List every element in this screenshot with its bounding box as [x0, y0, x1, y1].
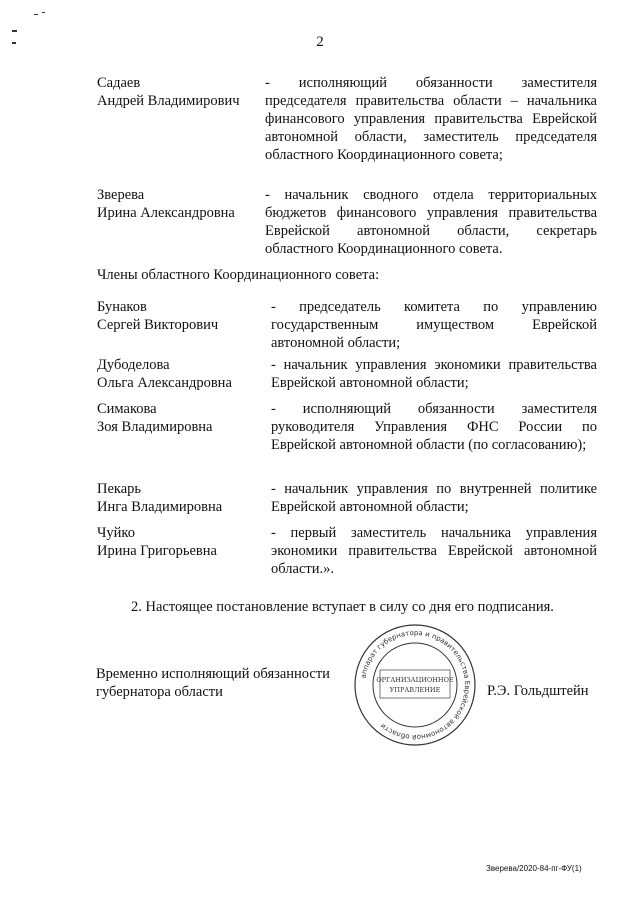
members-heading: Члены областного Координационного совета: — [97, 267, 380, 283]
person-name: Симакова Зоя Владимировна — [97, 401, 213, 435]
official-seal — [350, 620, 480, 750]
person-name: Пекарь Инга Владимировна — [97, 481, 223, 515]
person-name: Бунаков Сергей Викторович — [97, 299, 219, 333]
document-code: Зверева/2020-84-пг-ФУ(1) — [486, 864, 582, 873]
person-position: - исполняющий обязанности заместителя руководителя Управления ФНС России по Еврейской автономной области (по согласованию); — [271, 401, 597, 453]
person-name: Чуйко Ирина Григорьевна — [97, 525, 217, 559]
person-position: - председатель комитета по управлению государственным имуществом Еврейской автономной области; — [271, 299, 597, 351]
scan-mark — [34, 14, 38, 15]
person-position: - начальник управления по внутренней политике Еврейской автономной области; — [271, 481, 597, 515]
person-name: Дубоделова Ольга Александровна — [97, 357, 232, 391]
scan-mark — [12, 30, 17, 32]
signatory-title: Временно исполняющий обязанности губернатора области — [96, 666, 330, 700]
person-name: Зверева Ирина Александровна — [97, 187, 235, 221]
person-name: Садаев Андрей Владимирович — [97, 75, 240, 109]
page-number: 2 — [316, 34, 324, 50]
seal-inner-ring — [373, 643, 457, 727]
person-position: - первый заместитель начальника управления экономики правительства Еврейской автономной области.». — [271, 525, 597, 577]
seal-ring-text: аппарат губернатора и правительства Еврейской автономной области — [359, 628, 472, 742]
signatory-name: Р.Э. Гольдштейн — [487, 683, 589, 699]
person-position: - начальник сводного отдела территориальных бюджетов финансового управления правительства Еврейской автономной области, секретарь областного Координационного совета. — [265, 187, 597, 257]
person-position: - начальник управления экономики правительства Еврейской автономной области; — [271, 357, 597, 391]
clause-2: 2. Настоящее постановление вступает в силу со дня его подписания. — [131, 599, 554, 615]
seal-center-text: ОРГАНИЗАЦИОННОЕ — [376, 676, 454, 684]
seal-center-text: УПРАВЛЕНИЕ — [389, 686, 441, 694]
person-position: - исполняющий обязанности заместителя председателя правительства области – начальника финансового управления правительства Еврейской автономной области, заместитель председателя областного Координационного совета; — [265, 75, 597, 163]
scan-mark — [42, 12, 45, 13]
